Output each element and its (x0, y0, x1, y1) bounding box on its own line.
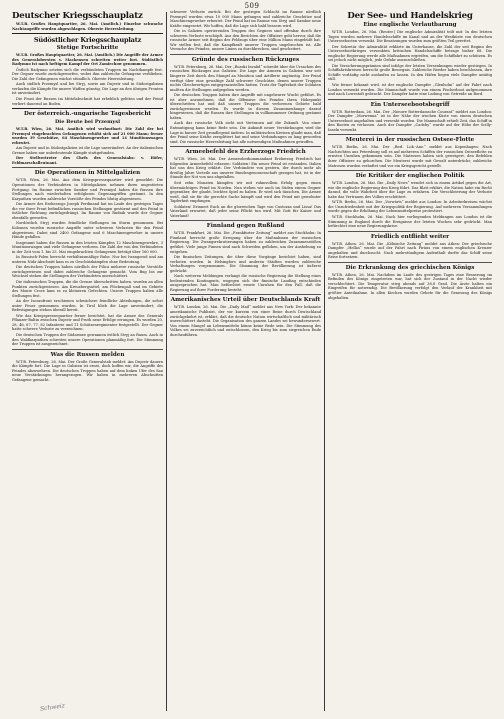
article-paragraph: Die deutschen Truppen haben nördlich der Pilica mehrere russische Vorstöße zurückgewiesen und dabei zahlreiche Gefangene gemacht. Vom Bug bis zur Weichsel stehen die Stellungen der Verbündeten unerschüttert. (12, 265, 163, 279)
section-title-southeast-front: Südöstlicher Kriegsschauplatz (33, 36, 142, 45)
article-paragraph: Seit zehn Monaten kämpfen wir mit ruhmvollem Erfolg gegen einen übermächtigen Feind im Norden. Nun stehen wir auch im Süden einem Gegner gegenüber, der glaubt, leichtes Spiel zu haben. Er wird sich täuschen. Die Armee weiß, daß sie für die gerechte Sache kämpft und wird den Feind mit gewohnter Tapferkeit empfangen. (170, 180, 321, 204)
article-paragraph: W.T.B. Petersburg, 26. Mai. Der „Russki Invalid“ schreibt über die Ursachen des russischen Rückzuges aus Galizien: Die Lage der Armeen in Galizien war seit längerer Zeit durch den Mangel an Munition und Artillerie ungünstig. Der Feind verfügt über eine gewaltige Zahl schwerer Geschütze, denen unsere Truppen nichts Gleichwertiges entgegenzustellen hatten. Trotz der Tapferkeit der Soldaten mußten die Stellungen aufgegeben werden. (170, 64, 321, 92)
article-headline: Gründe des russischen Rückzuges (191, 56, 300, 63)
article-paragraph: Nach weiteren Meldungen verlangt die russische Regierung die Stellung eines bedeutenden Kontingents, wogegen sich der finnische Landtag entschieden ausgesprochen hat. Man befürchtet ernste Unruhen für den Fall, daß die Regierung auf ihrer Forderung besteht. (170, 274, 321, 292)
article-paragraph: Der Stellvertreter des Chefs des Generalstabs: v. Höfer, Feldmarschalleutnant. (12, 156, 163, 165)
article-divider (12, 349, 163, 350)
article-divider (170, 294, 321, 295)
article-headline: Friedlich entflieht weiter (370, 233, 450, 240)
article-paragraph: W.T.B. Berlin, 26. Mai. Der „Berl. Lok.-Anz.“ meldet aus Kopenhagen: Nach Nachrichten aus Petersburg soll es auf mehreren Schiffen der russischen Ostseeflotte zu ernsten Unruhen gekommen sein. Die Matrosen haben sich geweigert, den Befehlen ihrer Offiziere zu gehorchen. Die Meuterei wurde mit Gewalt unterdrückt; zahlreiche Matrosen wurden verhaftet und vor ein Kriegsgericht gestellt. (328, 145, 492, 168)
article-headline: Der österreich.-ungarische Tagesbericht (24, 111, 151, 118)
article-paragraph: Die deutschen Truppen der Südarmee gewannen östlich Stryj an Raum. Auch in den Waldkarpathen schreiten unsere Operationen planmäßig fort. Die Stimmung der Truppen ist ausgezeichnet. (12, 332, 163, 347)
article-divider (328, 170, 492, 171)
article-paragraph: Die Versicherungsprämien sind infolge der letzten Versenkungen wieder gestiegen. In Schiffahrtskreisen herrscht große Besorgnis. Zahlreiche Reeder haben beschlossen, ihre Schiffe vorläufig nicht auslaufen zu lassen. In den Häfen liegen viele Dampfer untätig still. (328, 63, 492, 82)
article-paragraph: Wie das Kriegspressequartier ferner berichtet, hat die Armee des Generals Pflanzer-Baltin zwischen Dnjestr und Pruth neue Erfolge errungen. Es wurden 20, 28, 46, 67, 77, 82 Infanterie und 11 Schützenregimenter festgestellt. Der Gegner hatte schwere Verluste zu verzeichnen. (12, 313, 163, 332)
article-divider (328, 262, 492, 263)
article-headline: Finnland gegen Rußland (206, 223, 285, 230)
column-divider (324, 12, 325, 711)
article-paragraph: Die in Galizien operierenden Truppen des Gegners sind offenbar durch ihre schweren Verluste erschöpft. Aus den Berichten der Offiziere geht hervor, daß die russische Armee seit Beginn des Feldzugs über eine Million Mann eingebüßt hat. Wir stellen fest, daß die Kampfkraft unserer Truppen ungebrochen ist. Alle Versuche des Feindes, unsere Linien zu durchbrechen, sind gescheitert. (170, 29, 321, 52)
article-paragraph: Nordöstlich Stryj wurden feindliche Stellungen im Sturm genommen. Bei Kolomea wurden russische Angriffe unter schweren Verlusten für den Feind abgewiesen. Dabei sind 2400 Gefangene und 6 Maschinengewehre in unsere Hände gefallen. (12, 221, 163, 240)
article-paragraph: W.T.B. Stockholm, 26. Mai. Nach hier vorliegenden Meldungen aus London ist die Stimmung in England durch die Ereignisse der letzten Wochen sehr gedrückt. Man befürchtet eine neue Regierungskrise. (328, 214, 492, 229)
article-divider (328, 134, 492, 135)
article-paragraph: Insgesamt haben die Russen in den letzten Kämpfen 12 Maschinengewehre, 3 Munitionswagen und viele Gefangene verloren. Die Zahl der von den Verbündeten in der Zeit vom 1. bis 25. Mai eingebrachten Gefangenen beträgt über 160 000. (12, 240, 163, 254)
article-headline: Ein Unterseebootsbegriff (370, 101, 450, 108)
article-paragraph: W.T.B. Petersburg, 26. Mai. Der Große Generalstab meldet: Am Dnjestr dauern die Kämpfe fort. Die Lage in Galizien ist ernst, doch hoffen wir, die Angriffe des Feindes abzuwehren. Die deutschen Truppen haben auf dem linken Ufer des San neue Verstärkungen herangezogen. Wir haben in mehreren Abschnitten Gefangene gemacht. (12, 359, 163, 382)
article-paragraph: Östlich Radymno setzten sich die verbündeten Truppen im Nachtkampfe fest. Der Gegner wurde zurückgeworfen, wobei ihm zahlreiche Gefangene verblieben. Die Zahl der Gefangenen wächst stündlich. Oberste Heeresleitung. (12, 67, 163, 81)
article-paragraph: W.T.B. London, 26. Mai. Die „Daily Mail“ meldet aus New York: Der bekannte amerikanische Publizist, der vor kurzem von einer Reise durch Deutschland zurückgekehrt ist, erklärt, daß die deutsche Nation wirtschaftlich und militärisch unerschüttert dasteht. Die Organisation des ganzen Landes sei bewundernswert. Von einem Mangel an Lebensmitteln könne keine Rede sein. Die Stimmung des Volkes sei zuversichtlich und entschlossen, den Krieg bis zum siegreichen Ende durchzuführen. (170, 305, 321, 337)
article-paragraph: Der Sekretär der Admiralität erklärte im Unterhause, die Zahl der seit Beginn des Unterseebootkrieges versenkten britischen Handelsschiffe betrage bisher 68. Die englische Regierung werde alle Maßnahmen ergreifen, um die Schiffahrt zu schützen. Es sei jedoch nicht möglich, jede Gefahr auszuschließen. (328, 44, 492, 63)
article-divider (328, 231, 492, 232)
article-paragraph: W.T.B. Frankfurt, 26. Mai. Die „Frankfurter Zeitung“ meldet aus Stockholm: In Finnland herrscht große Erregung über die Maßnahmen der russischen Regierung. Die Zwangsrekrutierungen haben zu zahlreichen Zusammenstößen geführt. Viele junge Finnen sind nach Schweden geflohen, um der Aushebung zu entgehen. (170, 231, 321, 254)
article-headline: Meuterei in der russischen Ostsee-Flotte (345, 137, 475, 144)
section-divider (12, 108, 163, 109)
section-title-western-front: Deutscher Kriegsschauplatz (12, 11, 143, 21)
article-paragraph: W.T.B. Wien, 26. Mai. Der Armeeoberkommandant Erzherzog Friedrich hat folgenden Armeebefehl erlassen: Soldaten! Ein neuer Feind ist erstanden. Italien hat uns den Krieg erklärt. Der Verbündete von gestern, der durch mehr als dreißig Jahre Vorteile aus unserer Bundesgenossenschaft gezogen hat, ist in der Stunde der Not von uns abgefallen. (170, 157, 321, 180)
article-paragraph: W.T.B. London, 26. Mai. (Reuter.) Die englische Admiralität teilt mit: In den letzten Tagen wurden mehrere Handelsschiffe im Kanal und an der Westküste von deutschen Unterseebooten versenkt. Die Besatzungen wurden zum größten Teil gerettet. (328, 30, 492, 44)
article-paragraph: W.T.B. Wien, 26. Mai. Aus dem Kriegspressequartier wird gemeldet: Die Operationen der Verbündeten in Mittelgalizien nehmen ihren ungestörten Fortgang. Im Raume zwischen Sambor und Przemysl haben die Russen ihre Stellungen nach wiederholten erfolglosen Gegenangriffen geräumt. In den Karpathen wurden zahlreiche Vorstöße des Feindes blutig abgewiesen. (12, 178, 163, 201)
article-headline: Armeebefehl des Erzherzogs Friedrich (185, 149, 306, 156)
article-paragraph: Die italienischen Truppen, die die Grenze überschritten haben, wurden an allen Punkten zurückgewiesen. Am Kreuzbergsattel, am Plöckenpaß und im Gebiete des Monte Croce kam es zu kleineren Gefechten. Unsere Truppen halten alle Stellungen fest. (12, 279, 163, 298)
article-paragraph: W.T.B. London, 26. Mai. Die „Daily News“ wendet sich in einem Artikel gegen die Art, wie die englische Regierung den Krieg führt. Das Blatt erklärt, die Nation habe ein Recht darauf, die volle Wahrheit über die Lage zu erfahren. Die Verschleierung der Verluste habe das Vertrauen des Volkes erschüttert. (328, 181, 492, 199)
article-paragraph: Soldaten! Erinnert Euch an die glorreichen Tage von Custozza und Lissa! Das Vaterland erwartet, daß jeder seine Pflicht tun wird. Mit Gott für Kaiser und Vaterland! (170, 204, 321, 218)
article-paragraph: Wie ferner bekannt wird, ist der englische Dampfer „Glenholm“ auf der Fahrt nach London versenkt worden. Die Mannschaft wurde von einem Fischerboot aufgenommen und nach Lowestoft gebracht. Der Dampfer hatte eine Ladung von Getreide an Bord. (328, 83, 492, 97)
article-divider (170, 54, 321, 55)
page-number: 509 (244, 2, 260, 10)
article-paragraph: W.T.B. Berlin, 26. Mai. Der „Vorwärts“ meldet aus London: In Arbeiterkreisen wächst die Unzufriedenheit mit der Kriegspolitik der Regierung. Auf mehreren Versammlungen wurde gegen die Erhöhung der Lebensmittelpreise protestiert. (328, 200, 492, 214)
article-paragraph: W.T.B. Großes Hauptquartier, 26. Mai. (Amtlich.) Die Angriffe der Armee des Generalobersten v. Mackensen schreiten weiter fort. Südöstlich Radymno ist nach heftigem Kampf der Ort Zamiechow genommen. (12, 53, 163, 67)
article-divider (328, 99, 492, 100)
article-headline: Die Kritiker der englischen Politik (355, 173, 465, 180)
handwritten-stamp: Schweiz (39, 702, 66, 713)
column-divider (166, 12, 167, 711)
article-subheadline: Die Beute bei Przemysl (54, 119, 121, 126)
article-paragraph: W.T.B. Athen, 26. Mai. Nachdem im Laufe des gestrigen Tages eine Besserung im Befinden des Königs eingetreten war, hat sich der Zustand in der Nacht wieder verschlechtert. Die Temperatur stieg abends auf 38,8 Grad. Die Ärzte halten ein Eingreifen für notwendig. Die Bevölkerung verfolgt den Verlauf der Krankheit mit größter Anteilnahme. In allen Kirchen wurden Gebete für die Genesung des Königs abgehalten. (328, 272, 492, 300)
article-headline: Was die Russen melden (50, 351, 125, 358)
article-paragraph: schwerer Verluste zurück. Bei der gestrigen Schlacht im Raume nördlich Przemysl wurden etwa 10 000 Mann gefangen und zahlreiche Geschütze und Maschinengewehre erbeutet. Der Feind hat im Raume von Stryj und Sambor neue Kräfte eingesetzt. Wir hoffen, daß die Lage sich bald bessern wird. (170, 10, 321, 28)
section-title-sea-war: Der See- und Handelskrieg (347, 11, 473, 21)
article-paragraph: Die deutschen Truppen haben ihre Angriffe mit ungeheurer Wucht geführt. Es ist aber anzunehmen, daß die Offensive des Feindes ihren Höhepunkt überschritten hat und daß unsere Truppen die verlorenen Gebiete bald zurückgewinnen werden. Es wurde in diesem Zusammenhange darauf hingewiesen, daß die Russen ihre Stellungen in vollkommener Ordnung geräumt haben. (170, 93, 321, 120)
article-paragraph: Auch südlich Przemysl und bei Stryj, sowie am Dnjestr und in Südostgalizien verlaufen die Kämpfe für unsere Waffen günstig. Die Lage an den übrigen Fronten ist unverändert. (12, 82, 163, 96)
article-paragraph: An der Isonzofront erschienen schwächere feindliche Abteilungen, die sofort unter Feuer genommen wurden. In Tirol blieb die Lage unverändert; die Befestigungen stehen überall bereit. (12, 299, 163, 313)
article-paragraph: W.T.B. Athen, 26. Mai. Die „Kölnische Zeitung“ meldet aus Athen: Der griechische Dampfer „Hellas“ wurde auf der Fahrt nach Piräus von einem englischen Kreuzer angehalten und durchsucht. Nach mehrstündigem Aufenthalt durfte das Schiff seine Reise fortsetzen. (328, 241, 492, 260)
article-paragraph: Die Front der Russen im Mittelabschnitt hat erheblich gelitten und der Feind verliert dauernd an Boden. (12, 97, 163, 106)
section-divider (12, 33, 163, 34)
article-headline: Eine englische Verlautbarung (363, 22, 457, 28)
article-paragraph: Die finnischen Zeitungen, die über diese Vorgänge berichtet haben, sind verboten worden. In Helsingfors und anderen Städten wurden zahlreiche Verhaftungen vorgenommen. Die Stimmung der Bevölkerung ist äußerst gedrückt. (170, 255, 321, 273)
article-paragraph: W.T.B. Großes Hauptquartier, 26. Mai. (Amtlich.) Einzelne schwache Nachtangriffe wurden abgeschlagen. Oberste Heeresleitung. (12, 22, 163, 31)
column-left (12, 10, 163, 713)
article-paragraph: Auch das russische Volk sieht mit Vertrauen auf die Zukunft. Von einer Entmutigung kann keine Rede sein. Die Ankunft neuer Verstärkungen wird die Lage in kurzer Zeit grundlegend ändern. In militärischen Kreisen glaubt man, daß der Feind seine Kräfte zersplittert hat und seine Verbindungen zu lang geworden sind. Die russische Heeresleitung hat alle notwendigen Maßnahmen getroffen. (170, 121, 321, 144)
column-right (328, 10, 492, 713)
article-paragraph: In Russisch-Polen herrscht verhältnismäßige Ruhe. Nur bei Iwangorod und am unteren Nida-Abschnitt kam es zu Geschützkämpfen ohne Bedeutung. (12, 255, 163, 264)
article-divider (170, 220, 321, 221)
column-middle (170, 10, 321, 713)
article-headline: Die Operationen in Mittelgalizien (34, 170, 141, 177)
article-divider (170, 146, 321, 147)
article-headline: Amerikanisches Urteil über Deutschlands Kraft (170, 297, 321, 304)
article-paragraph: Am Dnjestr und in Südostgalizien ist die Lage unverändert. An der italienischen Grenze haben nur unbedeutende Kämpfe stattgefunden. (12, 146, 163, 155)
article-paragraph: W.T.B. Wien, 26. Mai. Amtlich wird verlautbart: Die Zahl der bei Przemysl eingebrachten Gefangenen erhöht sich auf 21 000 Mann; ferner wurden 39 Geschütze, 64 Maschinengewehre und 14 Munitionswagen erbeutet. (12, 127, 163, 145)
article-divider (12, 167, 163, 168)
article-paragraph: W.T.B. Rotterdam, 26. Mai. Der „Nieuwe Rotterdamsche Courant“ meldet aus London: Der Dampfer „Morwenna“ ist in der Nähe der irischen Küste von einem deutschen Unterseeboot angehalten und versenkt worden. Die Mannschaft erhielt Zeit, das Schiff in den Booten zu verlassen. Auch der Dampfer „Cadeby“ wurde auf der Höhe der Scilly-Inseln versenkt. (328, 109, 492, 132)
article-paragraph: Die Armee des Erzherzogs Joseph Ferdinand hat im Laufe des gestrigen Tages die vor ihrer Front befindlichen russischen Stellungen gestürmt und den Feind in östlicher Richtung zurückgedrängt. Im Raume von Rudnik wurde der Gegner ebenfalls geworfen. (12, 202, 163, 220)
article-headline: Die Erkrankung des griechischen Königs (345, 264, 475, 271)
article-headline: Stetige Fortschritte (56, 45, 119, 52)
